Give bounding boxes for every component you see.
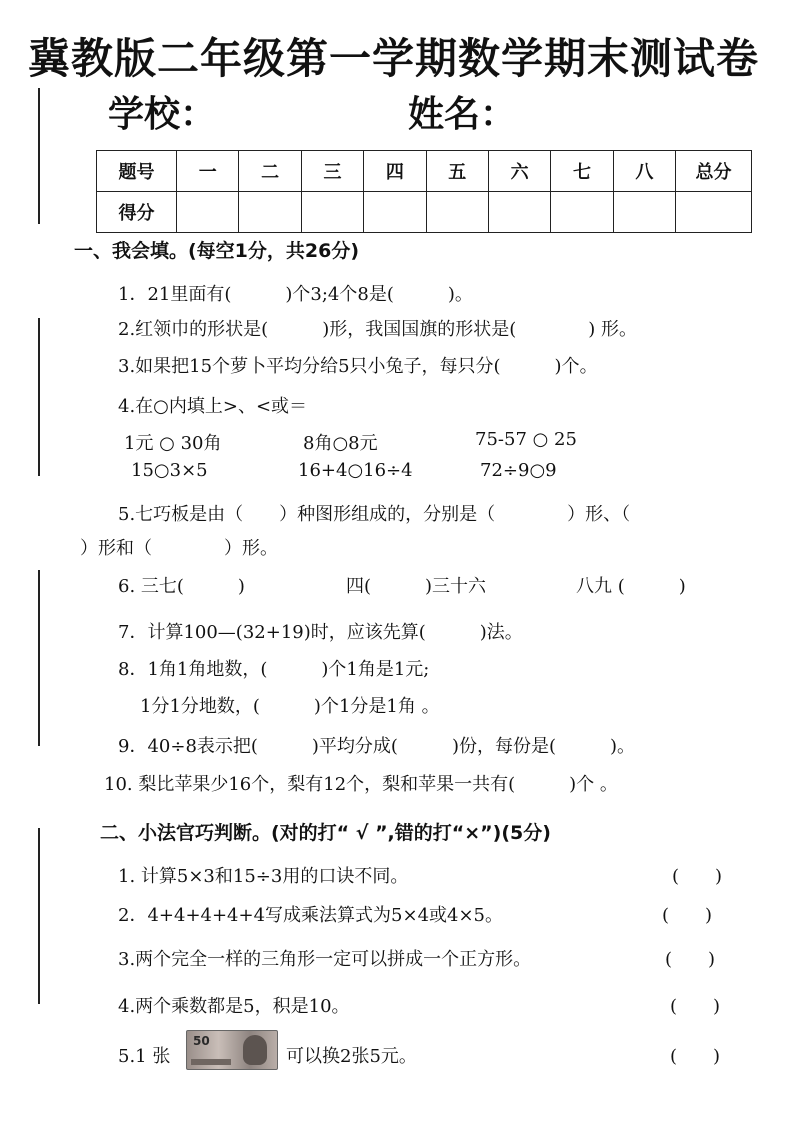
question-4: 4.在○内填上>、<或＝ <box>118 396 308 417</box>
binding-margin-line <box>38 88 40 224</box>
judge-item: 2．4+4+4+4+4写成乘法算式为5×4或4×5。 <box>118 905 504 926</box>
answer-blank[interactable]: ( ) <box>662 905 713 926</box>
score-table <box>96 150 752 233</box>
question-1: 1．21里面有( )个3;4个8是( )。 <box>118 284 473 305</box>
judge-item-suffix: 可以换2张5元。 <box>286 1046 417 1067</box>
question-5-line1: 5.七巧板是由（ ）种图形组成的，分别是（ ）形、（ <box>118 504 631 525</box>
compare-item: 72÷9○9 <box>480 460 557 481</box>
question-10: 10. 梨比苹果少16个，梨有12个，梨和苹果一共有( )个 。 <box>104 774 618 795</box>
binding-margin-line <box>38 828 40 1004</box>
table-cell: 一 <box>177 151 239 192</box>
compare-item: 75-57 ○ 25 <box>475 429 577 450</box>
question-3: 3.如果把15个萝卜平均分给5只小兔子，每只分( )个。 <box>118 356 598 377</box>
compare-item: 8角○8元 <box>303 433 378 454</box>
question-6-part: 四( )三十六 <box>346 576 487 597</box>
section2-heading: 二、小法官巧判断。(对的打“ √ ”,错的打“×”)(5分) <box>100 822 551 844</box>
school-label: 学校： <box>108 94 217 135</box>
banknote-stripe <box>191 1059 231 1065</box>
score-entry-cell[interactable] <box>551 192 613 233</box>
answer-blank[interactable]: ( ) <box>670 1046 721 1067</box>
portrait-icon <box>243 1035 267 1065</box>
compare-item: 16+4○16÷4 <box>298 460 413 481</box>
answer-blank[interactable]: ( ) <box>670 996 721 1017</box>
score-entry-cell[interactable] <box>613 192 675 233</box>
score-table-header-row <box>97 151 752 192</box>
table-cell: 得分 <box>97 192 177 233</box>
score-entry-cell[interactable] <box>239 192 301 233</box>
score-table-score-row <box>97 192 752 233</box>
binding-margin-line <box>38 570 40 746</box>
table-cell: 题号 <box>97 151 177 192</box>
score-entry-cell[interactable] <box>364 192 426 233</box>
score-entry-cell[interactable] <box>676 192 752 233</box>
question-9: 9．40÷8表示把( )平均分成( )份，每份是( )。 <box>118 736 636 757</box>
judge-item: 5.1 张 <box>118 1046 171 1067</box>
question-8-line2: 1分1分地数，( )个1分是1角 。 <box>140 696 440 717</box>
table-cell: 四 <box>364 151 426 192</box>
table-cell: 总分 <box>676 151 752 192</box>
question-7: 7．计算100—(32+19)时，应该先算( )法。 <box>118 622 523 643</box>
question-6-part: 6. 三七( ) <box>118 576 245 597</box>
score-entry-cell[interactable] <box>488 192 550 233</box>
judge-item: 3.两个完全一样的三角形一定可以拼成一个正方形。 <box>118 949 532 970</box>
score-entry-cell[interactable] <box>301 192 363 233</box>
fifty-yuan-banknote-image <box>186 1030 278 1070</box>
banknote-value: 50 <box>193 1034 210 1048</box>
table-cell: 二 <box>239 151 301 192</box>
table-cell: 五 <box>426 151 488 192</box>
judge-item: 1. 计算5×3和15÷3用的口诀不同。 <box>118 866 409 887</box>
table-cell: 八 <box>613 151 675 192</box>
compare-item: 15○3×5 <box>131 460 208 481</box>
question-6-part: 八九 ( ) <box>576 576 686 597</box>
answer-blank[interactable]: ( ) <box>665 949 716 970</box>
answer-blank[interactable]: ( ) <box>672 866 723 887</box>
page-title: 冀教版二年级第一学期数学期末测试卷 <box>28 34 760 83</box>
section1-heading: 一、我会填。(每空1分，共26分) <box>74 240 360 262</box>
table-cell: 七 <box>551 151 613 192</box>
name-label: 姓名： <box>408 94 517 135</box>
compare-item: 1元 ○ 30角 <box>124 433 222 454</box>
question-2: 2.红领巾的形状是( )形，我国国旗的形状是( ) 形。 <box>118 319 637 340</box>
table-cell: 三 <box>301 151 363 192</box>
score-entry-cell[interactable] <box>177 192 239 233</box>
question-8-line1: 8．1角1角地数，( )个1角是1元; <box>118 659 430 680</box>
binding-margin-line <box>38 318 40 476</box>
table-cell: 六 <box>488 151 550 192</box>
judge-item: 4.两个乘数都是5，积是10。 <box>118 996 350 1017</box>
score-entry-cell[interactable] <box>426 192 488 233</box>
question-5-line2: ）形和（ ）形。 <box>80 538 278 559</box>
